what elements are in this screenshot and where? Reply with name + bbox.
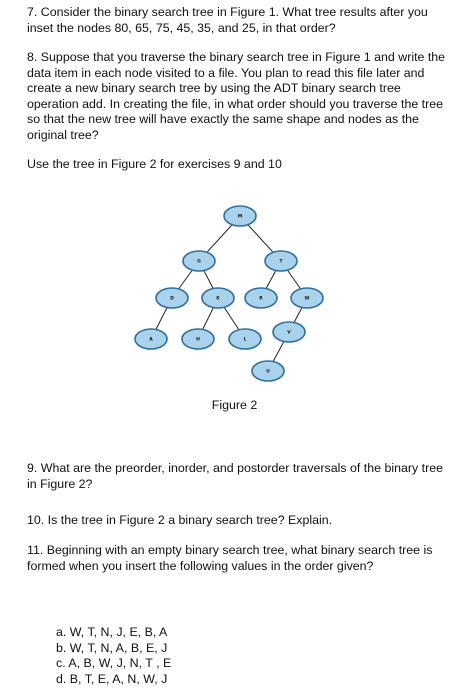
tree-node-R — [245, 288, 277, 308]
tree-node-V — [273, 322, 305, 342]
figure-caption: Figure 2 — [211, 398, 258, 412]
tree-node-label: W — [304, 296, 310, 302]
question-9: 9. What are the preorder, inorder, and postorder traversals of the binary tree in Figure 2? — [27, 461, 443, 491]
question-10: 10. Is the tree in Figure 2 a binary search tree? Explain. — [27, 513, 333, 527]
insertion-options — [56, 625, 356, 687]
tree-node-T — [265, 251, 297, 271]
tree-node-L — [229, 329, 261, 349]
option-d: d. B, T, E, A, N, W, J — [56, 671, 168, 686]
tree-node-label: U — [266, 369, 270, 375]
tree-node-label: K — [216, 296, 220, 302]
tree-node-U — [252, 361, 284, 381]
tree-node-G — [183, 251, 215, 271]
tree-node-label: L — [243, 337, 247, 343]
tree-node-M — [224, 206, 256, 226]
tree-node-W — [291, 288, 323, 308]
exercise-instruction: Use the tree in Figure 2 for exercises 9 and 10 — [27, 157, 282, 171]
option-b: b. W, T, N, A, B, E, J — [56, 640, 168, 655]
tree-node-label: R — [259, 296, 263, 302]
tree-node-label: V — [287, 330, 291, 336]
tree-node-label: M — [237, 214, 243, 220]
question-8: 8. Suppose that you traverse the binary search tree in Figure 1 and write the data item in each node visited to a file. You plan to read this file later and create a new binary search tree by using the ADT binary search tree operation add. In creating the file, in what order should you traverse the tree so that the new tree will have exactly the same shape and nodes as the original tree? — [27, 50, 446, 142]
tree-node-K — [202, 288, 234, 308]
tree-node-D — [156, 288, 188, 308]
option-a: a. W, T, N, J, E, B, A — [56, 625, 168, 639]
tree-node-label: H — [196, 337, 200, 343]
tree-node-A — [135, 329, 167, 349]
question-11: 11. Beginning with an empty binary search tree, what binary search tree is formed when you insert the following values in the order given? — [27, 543, 433, 573]
tree-node-label: G — [197, 259, 201, 265]
tree-node-label: T — [279, 259, 283, 265]
option-c: c. A, B, W, J, N, T , E — [56, 656, 172, 670]
question-7: 7. Consider the binary search tree in Figure 1. What tree results after you inset the nodes 80, 65, 75, 45, 35, and 25, in that order? — [27, 5, 428, 35]
tree-node-label: A — [149, 337, 153, 343]
tree-node-H — [182, 329, 214, 349]
figure-2-tree-diagram — [0, 200, 469, 390]
tree-node-label: D — [170, 296, 174, 302]
